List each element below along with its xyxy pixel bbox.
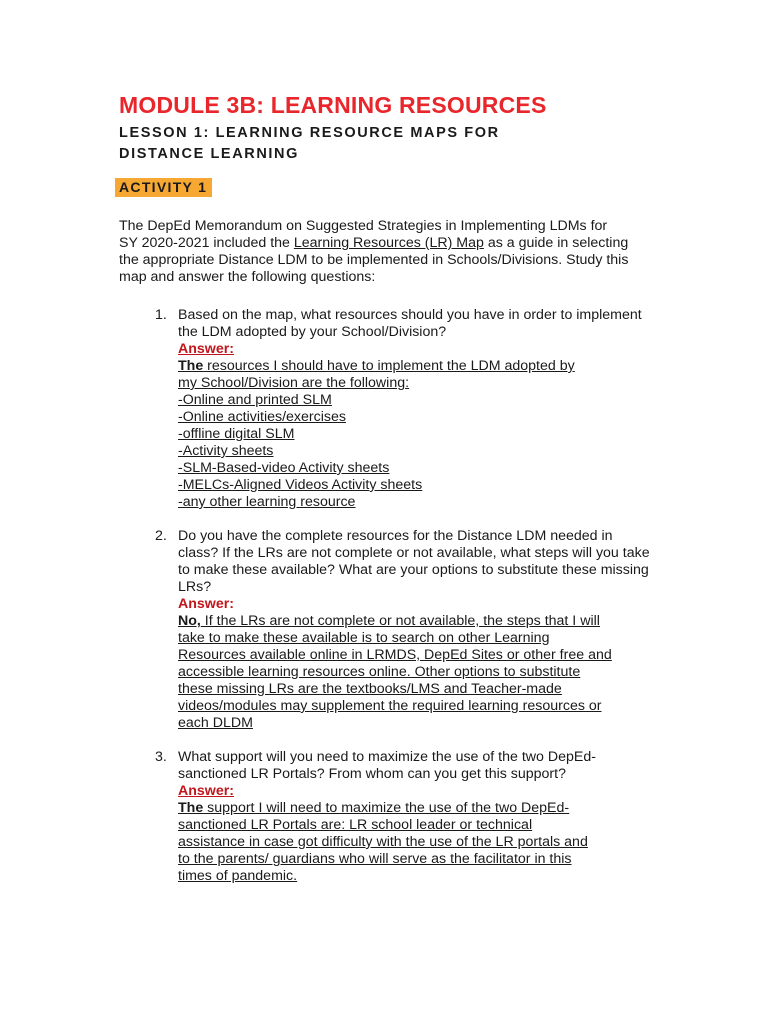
question-list xyxy=(155,307,655,885)
answer-body xyxy=(178,358,655,511)
question-number: 3. xyxy=(155,749,167,765)
answer-line: to the parents/ guardians who will serve as the facilitator in this xyxy=(178,851,572,867)
answer-line: -SLM-Based-video Activity sheets xyxy=(178,460,390,476)
answer-line: -offline digital SLM xyxy=(178,426,295,442)
answer-line: accessible learning resources online. Other options to substitute xyxy=(178,664,581,680)
answer-label: Answer: xyxy=(178,596,234,612)
answer-line: The resources I should have to implement the LDM adopted by xyxy=(178,358,575,374)
activity-label: ACTIVITY 1 xyxy=(115,178,212,197)
answer-lead: The xyxy=(178,358,204,374)
lesson-title-line-2: DISTANCE LEARNING xyxy=(119,146,299,162)
answer-body xyxy=(178,613,655,732)
answer-line: The support I will need to maximize the use of the two DepEd- xyxy=(178,800,570,816)
question-item xyxy=(155,749,655,885)
answer-line: sanctioned LR Portals are: LR school leader or technical xyxy=(178,817,533,833)
answer-lead: No, xyxy=(178,613,201,629)
answer-line: assistance in case got difficulty with the use of the LR portals and xyxy=(178,834,588,850)
answer-line: No, If the LRs are not complete or not available, the steps that I will xyxy=(178,613,600,629)
answer-line: -MELCs-Aligned Videos Activity sheets xyxy=(178,477,423,493)
question-text: What support will you need to maximize the use of the two DepEd-sanctioned LR Portals? From whom can you get this support? xyxy=(178,749,596,782)
question-item xyxy=(155,307,655,511)
answer-line: times of pandemic. xyxy=(178,868,298,884)
lr-map-link[interactable]: Learning Resources (LR) Map xyxy=(293,235,484,251)
question-number: 1. xyxy=(155,307,167,323)
module-title: MODULE 3B: LEARNING RESOURCES xyxy=(119,92,547,118)
intro-text-end: as a guide in selecting the appropriate Distance LDM to be implemented in Schools/Divisions. Study this map and answer the following questions: xyxy=(119,235,629,285)
answer-lead: The xyxy=(178,800,204,816)
question-text: Based on the map, what resources should you have in order to implement the LDM adopted by your School/Division? xyxy=(178,307,642,340)
answer-line: -any other learning resource xyxy=(178,494,356,510)
question-item xyxy=(155,528,655,732)
answer-line: videos/modules may supplement the required learning resources or xyxy=(178,698,602,714)
answer-line: each DLDM xyxy=(178,715,253,731)
answer-line: these missing LRs are the textbooks/LMS and Teacher-made xyxy=(178,681,562,697)
answer-line: -Online activities/exercises xyxy=(178,409,346,425)
lesson-title-line-1: LESSON 1: LEARNING RESOURCE MAPS FOR xyxy=(119,125,500,141)
answer-label: Answer: xyxy=(178,783,234,799)
question-text: Do you have the complete resources for the Distance LDM needed in class? If the LRs are not complete or not available, what steps will you take to make these available? What are your options to substitute these missing LRs? xyxy=(178,528,650,595)
answer-line: -Activity sheets xyxy=(178,443,274,459)
question-number: 2. xyxy=(155,528,167,544)
lesson-title xyxy=(119,123,579,165)
answer-line: take to make these available is to search on other Learning xyxy=(178,630,550,646)
intro-paragraph xyxy=(119,218,629,286)
answer-line: -Online and printed SLM xyxy=(178,392,332,408)
answer-line: Resources available online in LRMDS, DepEd Sites or other free and xyxy=(178,647,612,663)
answer-body xyxy=(178,800,655,885)
answer-label: Answer: xyxy=(178,341,234,357)
intro-text-start: The DepEd Memorandum on Suggested Strategies in Implementing LDMs for SY 2020-2021 included the xyxy=(119,218,608,251)
answer-line: my School/Division are the following: xyxy=(178,375,410,391)
